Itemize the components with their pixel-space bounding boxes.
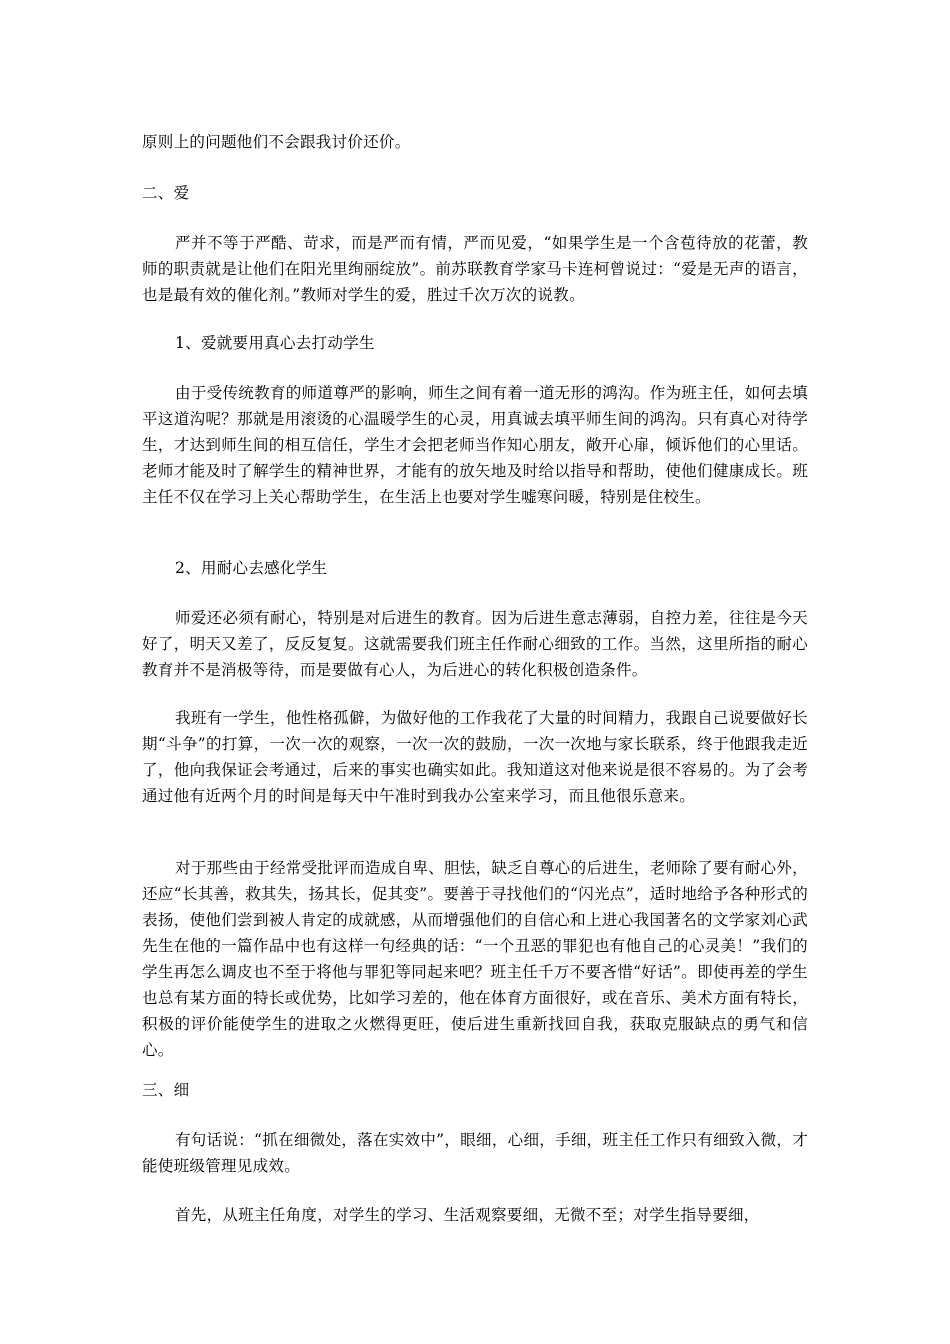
paragraph-detail-2: 首先，从班主任角度，对学生的学习、生活观察要细，无微不至；对学生指导要细， bbox=[175, 1206, 760, 1224]
paragraph-sincerity: 由于受传统教育的师道尊严的影响，师生之间有着一道无形的鸿沟。作为班主任，如何去填平这道沟呢？那就是用滚烫的心温暖学生的心灵，用真诚去填平师生间的鸿沟。只有真心对待学生，才达到师生间的相互信任，学生才会把老师当作知心朋友，敞开心扉，倾诉他们的心里话。老师才能及时了解学生的精神世界，才能有的放矢地及时给以指导和帮助，使他们健康成长。班主任不仅在学习上关心帮助学生，在生活上也要对学生嘘寒问暖，特别是住校生。 bbox=[142, 384, 808, 506]
subheading-patience: 2、用耐心去感化学生 bbox=[175, 559, 328, 577]
subheading-sincerity: 1、爱就要用真心去打动学生 bbox=[175, 334, 375, 352]
paragraph-patience-2: 我班有一学生，他性格孤僻，为做好他的工作我花了大量的时间精力，我跟自己说要做好长期“斗争”的打算，一次一次的观察，一次一次的鼓励，一次一次地与家长联系，终于他跟我走近了，他向我保证会考通过，后来的事实也确实如此。我知道这对他来说是很不容易的。为了会考通过他有近两个月的时间是每天中午准时到我办公室来学习，而且他很乐意来。 bbox=[142, 709, 808, 805]
paragraph-detail-1: 有句话说：“抓在细微处，落在实效中”，眼细，心细，手细，班主任工作只有细致入微，才能使班级管理见成效。 bbox=[142, 1131, 808, 1175]
section-heading-love: 二、爱 bbox=[142, 184, 190, 202]
section-heading-detail: 三、细 bbox=[142, 1081, 190, 1099]
paragraph-patience-3: 对于那些由于经常受批评而造成自卑、胆怯，缺乏自尊心的后进生，老师除了要有耐心外，还应“长其善，救其失，扬其长，促其变”。要善于寻找他们的“闪光点”，适时地给予各种形式的表扬，使他们尝到被人肯定的成就感，从而增强他们的自信心和上进心我国著名的文学家刘心武先生在他的一篇作品中也有这样一句经典的话：“一个丑恶的罪犯也有他自己的心灵美！”我们的学生再怎么调皮也不至于将他与罪犯等同起来吧？班主任千万不要吝惜“好话”。即使再差的学生也总有某方面的特长或优势，比如学习差的，他在体育方面很好，或在音乐、美术方面有特长，积极的评价能使学生的进取之火燃得更旺，使后进生重新找回自我，获取克服缺点的勇气和信心。 bbox=[142, 859, 808, 1059]
paragraph-continuation: 原则上的问题他们不会跟我讨价还价。 bbox=[142, 133, 411, 151]
paragraph-patience-1: 师爱还必须有耐心，特别是对后进生的教育。因为后进生意志薄弱，自控力差，往往是今天好了，明天又差了，反反复复。这就需要我们班主任作耐心细致的工作。当然，这里所指的耐心教育并不是消极等待，而是要做有心人，为后进心的转化积极创造条件。 bbox=[142, 609, 808, 679]
paragraph-love-intro: 严并不等于严酷、苛求，而是严而有情，严而见爱，“如果学生是一个含苞待放的花蕾，教师的职责就是让他们在阳光里绚丽绽放”。前苏联教育学家马卡连柯曾说过：“爱是无声的语言，也是最有效的催化剂。”教师对学生的爱，胜过千次万次的说教。 bbox=[142, 234, 808, 304]
